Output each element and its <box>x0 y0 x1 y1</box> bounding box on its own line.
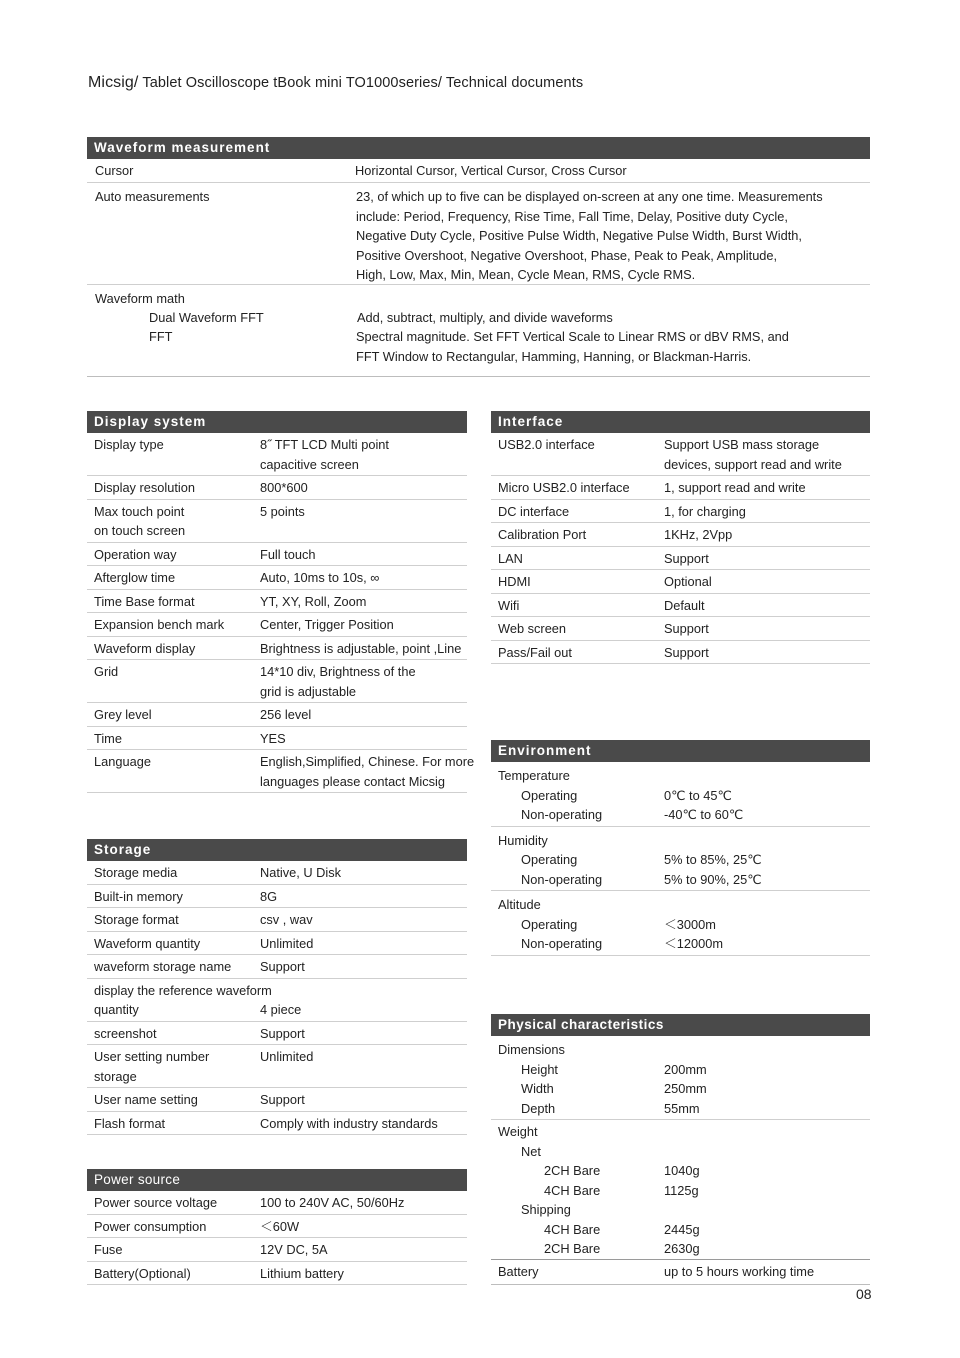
section-title: Interface <box>491 411 870 433</box>
spec-value: Support <box>260 959 305 974</box>
spec-key: Battery <box>498 1264 539 1279</box>
spec-value: Support <box>260 1092 305 1107</box>
spec-row-cursor <box>87 159 870 183</box>
spec-subrow <box>491 870 870 890</box>
spec-value: Horizontal Cursor, Vertical Cursor, Cross Cursor <box>355 163 627 178</box>
spec-value: English,Simplified, Chinese. For more <box>260 754 475 769</box>
page-header <box>88 74 583 92</box>
spec-value: 1, support read and write <box>664 480 806 495</box>
spec-value: YES <box>260 730 286 746</box>
spec-value: YT, XY, Roll, Zoom <box>260 593 367 609</box>
spec-value: Support USB mass storage <box>664 437 820 452</box>
spec-subkey: 4CH Bare <box>544 1182 601 1198</box>
spec-key: HDMI <box>498 574 531 589</box>
spec-key: Display resolution <box>94 480 196 495</box>
spec-row <box>87 1022 467 1046</box>
spec-key: Calibration Port <box>498 527 587 542</box>
spec-value-line: include: Period, Frequency, Rise Time, Fall Time, Delay, Positive duty Cycle, <box>356 208 788 224</box>
spec-value: Unlimited <box>260 1049 314 1064</box>
spec-key: Altitude <box>498 897 541 912</box>
spec-row <box>87 590 467 614</box>
spec-key: Wifi <box>498 597 520 613</box>
spec-key: display the reference waveform <box>94 982 272 998</box>
spec-row-auto-measurements <box>87 183 870 285</box>
interface-section <box>491 411 870 664</box>
spec-row <box>87 1191 467 1215</box>
spec-subkey: Operating <box>521 852 578 867</box>
spec-value: languages please contact Micsig <box>260 773 445 789</box>
brand-name: Micsig/ <box>88 74 139 91</box>
spec-value: 1125g <box>664 1182 699 1198</box>
spec-row <box>491 570 870 594</box>
spec-key: Waveform quantity <box>94 935 201 951</box>
spec-key: Fuse <box>94 1242 123 1257</box>
spec-row <box>87 660 467 703</box>
spec-key: Time <box>94 730 122 746</box>
spec-key: Operation way <box>94 546 177 562</box>
spec-subrow <box>491 915 870 935</box>
spec-subkey: Non-operating <box>521 871 603 887</box>
spec-value-line: Negative Duty Cycle, Positive Pulse Width, Negative Pulse Width, Burst Width, <box>356 228 802 243</box>
spec-key: Expansion bench mark <box>94 617 225 632</box>
spec-subkey: 4CH Bare <box>544 1221 601 1237</box>
power-source-section <box>87 1169 467 1285</box>
spec-key: USB2.0 interface <box>498 437 595 452</box>
spec-row-waveform-math <box>87 285 870 377</box>
spec-key: Waveform display <box>94 640 196 656</box>
spec-value: 2445g <box>664 1221 700 1237</box>
spec-value: 256 level <box>260 707 312 722</box>
spec-row <box>87 1088 467 1112</box>
spec-row <box>87 476 467 500</box>
spec-row <box>87 500 467 543</box>
spec-key: Storage media <box>94 865 178 880</box>
spec-value: Support <box>260 1025 305 1041</box>
spec-key: Auto measurements <box>95 189 210 204</box>
waveform-measurement-section <box>87 137 870 377</box>
spec-group-header <box>491 895 870 915</box>
page-number: 08 <box>856 1286 872 1302</box>
spec-subrow <box>491 805 870 825</box>
spec-value: Support <box>664 644 709 660</box>
spec-value: Center, Trigger Position <box>260 617 394 632</box>
spec-value-line: Positive Overshoot, Negative Overshoot, Phase, Peak to Peak, Amplitude, <box>356 247 778 263</box>
spec-group-weight <box>491 1120 870 1260</box>
spec-subkey: Depth <box>521 1100 556 1116</box>
section-title: Power source <box>87 1169 467 1191</box>
spec-key: Pass/Fail out <box>498 644 572 660</box>
spec-row <box>491 617 870 641</box>
spec-value: 5 points <box>260 503 305 519</box>
spec-key: Power source voltage <box>94 1195 218 1210</box>
spec-value: 800*600 <box>260 480 308 495</box>
spec-value: 55mm <box>664 1100 700 1116</box>
spec-value: ＜60W <box>260 1218 300 1234</box>
spec-value-block <box>356 187 823 285</box>
spec-row <box>87 750 475 793</box>
spec-value-line: FFT Window to Rectangular, Hamming, Hanning, or Blackman-Harris. <box>356 348 752 364</box>
spec-row <box>491 433 870 476</box>
spec-row <box>87 637 467 661</box>
spec-key: Time Base format <box>94 593 195 609</box>
storage-section <box>87 839 467 1135</box>
spec-group-header <box>491 831 870 851</box>
spec-value-line: 23, of which up to five can be displayed on-screen at any one time. Measurements <box>356 189 823 204</box>
spec-key: Dimensions <box>498 1042 565 1057</box>
section-title: Environment <box>491 740 870 762</box>
spec-value: 1KHz, 2Vpp <box>664 527 733 542</box>
spec-value: 14*10 div, Brightness of the <box>260 664 416 679</box>
spec-key: Humidity <box>498 832 548 848</box>
spec-key: Cursor <box>95 163 134 178</box>
spec-group <box>491 891 870 956</box>
spec-key: Display type <box>94 437 164 452</box>
spec-key: DC interface <box>498 503 570 519</box>
spec-row <box>87 566 467 590</box>
spec-row <box>87 543 467 567</box>
spec-row <box>491 641 870 665</box>
spec-subkey: Operating <box>521 916 578 932</box>
spec-key: Flash format <box>94 1115 166 1131</box>
spec-key: waveform storage name <box>94 959 232 974</box>
spec-value-line: Spectral magnitude. Set FFT Vertical Scale to Linear RMS or dBV RMS, and <box>356 329 789 344</box>
spec-group <box>491 827 870 892</box>
spec-row <box>87 703 467 727</box>
spec-key: Temperature <box>498 768 570 783</box>
spec-key: Max touch point <box>94 503 185 519</box>
spec-value: 250mm <box>664 1081 707 1096</box>
spec-value: 8G <box>260 888 278 904</box>
spec-value: 8˝ TFT LCD Multi point <box>260 437 389 452</box>
spec-key: Grey level <box>94 707 152 722</box>
spec-subkey: Dual Waveform FFT <box>149 310 264 325</box>
spec-value: 12V DC, 5A <box>260 1242 328 1257</box>
spec-key: Weight <box>498 1124 538 1139</box>
spec-value: Unlimited <box>260 935 314 951</box>
section-title: Physical characteristics <box>491 1014 870 1036</box>
spec-row <box>491 523 870 547</box>
spec-value: Lithium battery <box>260 1265 344 1281</box>
spec-row <box>87 727 467 751</box>
spec-subkey: Non-operating <box>521 936 603 951</box>
spec-row <box>87 1215 467 1239</box>
spec-subrow <box>491 934 870 954</box>
spec-row <box>491 594 870 618</box>
spec-value: capacitive screen <box>260 456 359 472</box>
spec-row <box>87 932 467 956</box>
spec-row <box>87 1262 467 1286</box>
spec-key: Micro USB2.0 interface <box>498 480 630 495</box>
spec-value: Auto, 10ms to 10s, ∞ <box>260 570 380 585</box>
spec-row <box>87 433 467 476</box>
spec-subrow <box>491 786 870 806</box>
spec-value: 200mm <box>664 1061 707 1077</box>
spec-value: grid is adjustable <box>260 683 357 699</box>
spec-row <box>491 476 870 500</box>
section-title: Waveform measurement <box>87 137 870 159</box>
section-title: Display system <box>87 411 467 433</box>
spec-key: Power consumption <box>94 1218 207 1234</box>
spec-row <box>491 547 870 571</box>
spec-value-line: High, Low, Max, Min, Mean, Cycle Mean, RMS, Cycle RMS. <box>356 267 696 282</box>
spec-value: 5% to 90%, 25℃ <box>664 871 762 887</box>
spec-row <box>87 861 467 885</box>
spec-subkey: 2CH Bare <box>544 1241 601 1256</box>
spec-key: Web screen <box>498 621 567 636</box>
spec-key: Grid <box>94 664 119 679</box>
section-title: Storage <box>87 839 467 861</box>
spec-value: ＜12000m <box>664 936 724 951</box>
spec-value: Brightness is adjustable, point ,Line <box>260 640 462 656</box>
spec-group <box>491 762 870 827</box>
spec-value: Add, subtract, multiply, and divide waveforms <box>357 310 613 325</box>
physical-characteristics-section <box>491 1014 870 1285</box>
spec-value: 1040g <box>664 1163 700 1178</box>
spec-subkey: Operating <box>521 787 578 803</box>
spec-row <box>87 1238 467 1262</box>
spec-value: Support <box>664 621 709 636</box>
spec-row <box>491 500 870 524</box>
spec-key: Battery(Optional) <box>94 1265 191 1281</box>
spec-value: ＜3000m <box>664 916 716 932</box>
spec-key: Storage format <box>94 912 179 927</box>
spec-value: Native, U Disk <box>260 865 342 880</box>
spec-subkey: FFT <box>149 329 173 344</box>
spec-value: -40℃ to 60℃ <box>664 807 744 822</box>
spec-value: devices, support read and write <box>664 456 842 472</box>
spec-key: on touch screen <box>94 523 186 538</box>
spec-key: User setting number <box>94 1049 210 1064</box>
spec-value: Full touch <box>260 546 316 562</box>
spec-row <box>87 955 467 979</box>
document-title: Tablet Oscilloscope tBook mini TO1000series/ Technical documents <box>138 75 584 91</box>
spec-row <box>87 908 467 932</box>
spec-value: 0℃ to 45℃ <box>664 787 732 803</box>
spec-row <box>87 885 467 909</box>
spec-group-dimensions <box>491 1036 870 1120</box>
spec-value: 1, for charging <box>664 503 746 519</box>
spec-row <box>87 979 467 1022</box>
spec-key: Waveform math <box>95 291 185 306</box>
spec-row <box>87 1045 467 1088</box>
spec-value: up to 5 hours working time <box>664 1264 815 1279</box>
spec-subkey: Non-operating <box>521 807 603 822</box>
spec-key: Built-in memory <box>94 888 183 904</box>
spec-subkey: Shipping <box>521 1202 571 1217</box>
spec-value: Comply with industry standards <box>260 1115 438 1131</box>
spec-value: 2630g <box>664 1241 700 1256</box>
spec-subkey: Net <box>521 1143 541 1159</box>
spec-key: quantity <box>94 1002 139 1017</box>
spec-key: LAN <box>498 550 523 566</box>
spec-value: Support <box>664 550 709 566</box>
spec-subrow <box>491 850 870 870</box>
environment-section <box>491 740 870 956</box>
spec-group-header <box>491 766 870 786</box>
spec-row-battery <box>491 1260 870 1285</box>
spec-row <box>87 1112 467 1136</box>
spec-key: screenshot <box>94 1025 157 1041</box>
spec-value: 5% to 85%, 25℃ <box>664 852 762 867</box>
spec-value-block <box>356 327 789 366</box>
spec-key: storage <box>94 1068 137 1084</box>
spec-value: 100 to 240V AC, 50/60Hz <box>260 1195 405 1210</box>
spec-key: Language <box>94 754 151 769</box>
spec-value: 4 piece <box>260 1002 302 1017</box>
spec-row <box>87 613 467 637</box>
spec-value: Optional <box>664 574 712 589</box>
spec-key: User name setting <box>94 1092 198 1107</box>
spec-subkey: Height <box>521 1061 558 1077</box>
spec-value: Default <box>664 597 705 613</box>
spec-subkey: 2CH Bare <box>544 1163 601 1178</box>
spec-subkey: Width <box>521 1081 554 1096</box>
display-system-section <box>87 411 475 793</box>
spec-key: Afterglow time <box>94 570 176 585</box>
spec-value: csv , wav <box>260 912 313 927</box>
